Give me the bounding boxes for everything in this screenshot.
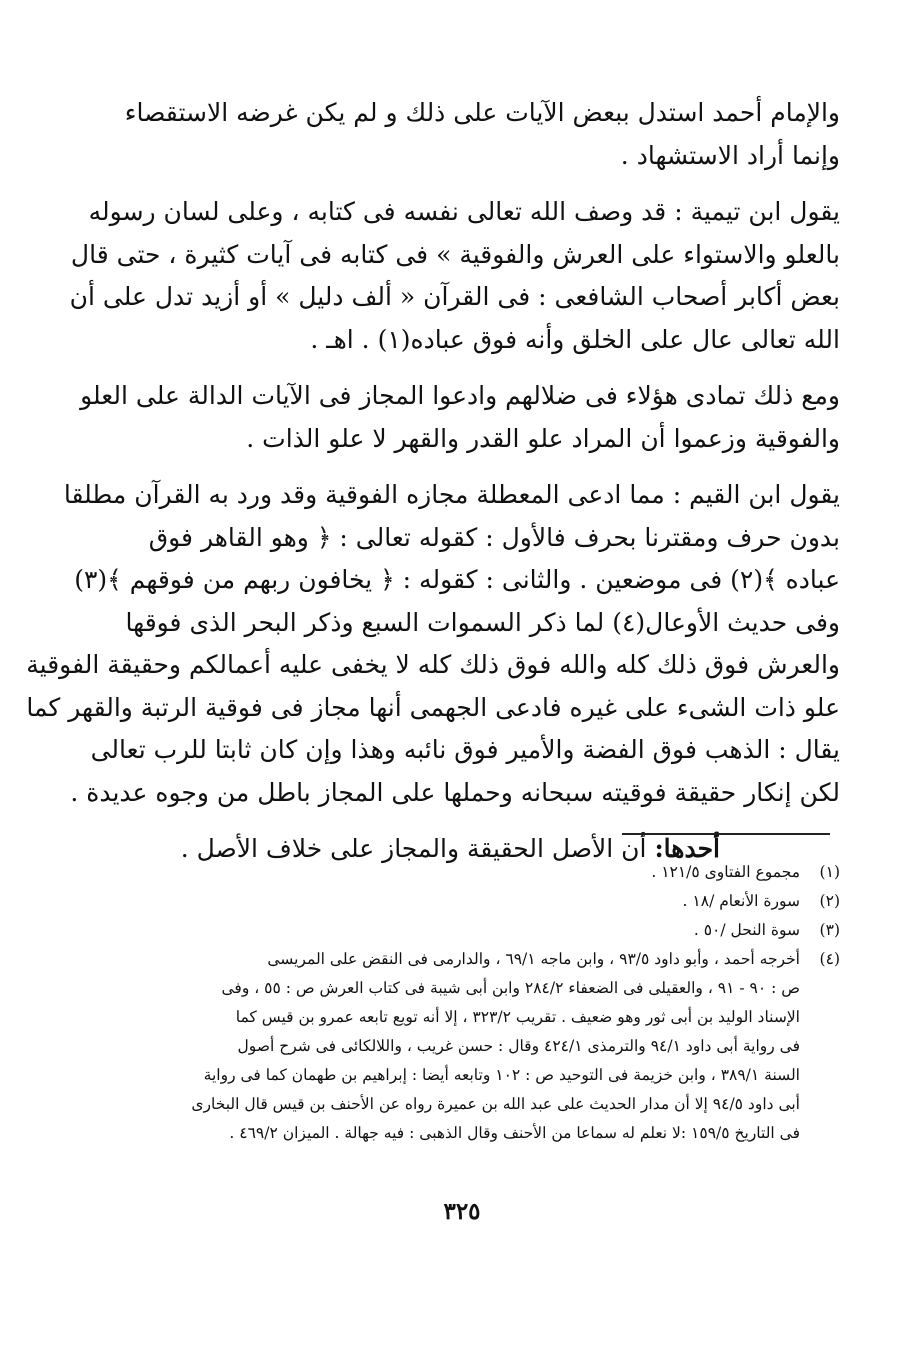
text-line: علو ذات الشىء على غيره فادعى الجهمى أنها مجاز فى فوقية الرتبة والقهر كما <box>26 692 840 722</box>
text-line: يقال : الذهب فوق الفضة والأمير فوق نائبه وهذا وإن كان ثابتا للرب تعالى <box>90 735 840 764</box>
footnote-text <box>128 945 800 1148</box>
footnote-line: أبى داود ٩٤/٥ إلا أن مدار الحديث على عبد الله بن عميرة رواه عن الأحنف بن قيس قال البخارى <box>191 1095 800 1113</box>
first-point-text: أن الأصل الحقيقة والمجاز على خلاف الأصل . <box>180 834 655 863</box>
paragraph-1 <box>124 92 840 177</box>
main-text <box>26 92 840 871</box>
text-line: بدون حرف ومقترنا بحرف فالأول : كقوله تعالى : ﴿ وهو القاهر فوق <box>148 522 840 552</box>
footnote-text: مجموع الفتاوى ١٢١/٥ . <box>651 863 800 881</box>
footnotes <box>128 858 840 1148</box>
footnote-divider <box>622 833 830 835</box>
text-line: والفوقية وزعموا أن المراد علو القدر والقهر لا علو الذات . <box>246 423 840 453</box>
text-line: يقول ابن القيم : مما ادعى المعطلة مجازه الفوقية وقد ورد به القرآن مطلقا <box>63 480 840 509</box>
footnote-line: فى رواية أبى داود ٩٤/١ والترمذى ٤٢٤/١ وقال : حسن غريب ، واللالكائى فى شرح أصول <box>237 1037 800 1055</box>
paragraph-2 <box>69 191 840 361</box>
footnote-line: أخرجه أحمد ، وأبو داود ٩٣/٥ ، وابن ماجه ٦٩/١ ، والدارمى فى النقض على المريسى <box>267 950 800 968</box>
paragraph-4 <box>26 474 840 814</box>
text-line: عباده ﴾(٢) فى موضعين . والثانى : كقوله : ﴿ يخافون ربهم من فوقهم ﴾(٣) <box>74 565 840 594</box>
first-point-label: أحدها: <box>654 834 720 863</box>
text-line: يقول ابن تيمية : قد وصف الله تعالى نفسه فى كتابه ، وعلى لسان رسوله <box>88 197 840 226</box>
footnote-number: (١) <box>819 863 840 881</box>
footnote-line: الإسناد الوليد بن أبى ثور وهو ضعيف . تقريب ٣٢٣/٢ ، إلا أنه تويع تابعه عمرو بن قيس كما <box>235 1008 800 1026</box>
text-line: بالعلو والاستواء على العرش والفوقية » فى كتابه فى آيات كثيرة ، حتى قال <box>70 239 840 269</box>
footnote-number: (٣) <box>819 921 840 939</box>
text-line: والعرش فوق ذلك كله والله فوق ذلك كله لا يخفى عليه أعمالكم وحقيقة الفوقية <box>26 650 840 679</box>
footnote-1 <box>128 858 840 887</box>
text-line: الله تعالى عال على الخلق وأنه فوق عباده(١) . اهـ . <box>310 324 840 354</box>
footnote-text: سورة الأنعام /١٨ . <box>682 892 800 910</box>
text-line: لكن إنكار حقيقة فوقيته سبحانه وحملها على المجاز باطل من وجوه عديدة . <box>70 777 840 807</box>
footnote-line: السنة ٣٨٩/١ ، وابن خزيمة فى التوحيد ص : ١٠٢ وتابعه أيضا : إبراهيم بن طهمان كما فى رواية <box>203 1066 800 1084</box>
footnote-line: فى التاريخ ١٥٩/٥ :لا نعلم له سماعا من الأحنف وقال الذهبى : فيه جهالة . الميزان ٤٦٩/٢ . <box>229 1124 800 1142</box>
text-line: وإنما أراد الاستشهاد . <box>620 140 840 170</box>
text-line: ومع ذلك تمادى هؤلاء فى ضلالهم وادعوا المجاز فى الآيات الدالة على العلو <box>80 381 840 410</box>
footnote-text: سوة النحل /٥٠ . <box>693 921 800 939</box>
footnote-2 <box>128 887 840 916</box>
footnote-line: ص : ٩٠ - ٩١ ، والعقيلى فى الضعفاء ٢٨٤/٢ وابن أبى شيبة فى كتاب العرش ص : ٥٥ ، وفى <box>221 979 800 997</box>
page-number: ٣٢٥ <box>443 1198 481 1225</box>
text-line: بعض أكابر أصحاب الشافعى : فى القرآن « ألف دليل » أو أزيد تدل على أن <box>69 282 840 311</box>
footnote-4 <box>128 945 840 1148</box>
footnote-number: (٢) <box>819 892 840 910</box>
footnote-3 <box>128 916 840 945</box>
footnote-number: (٤) <box>819 950 840 968</box>
paragraph-3 <box>80 375 840 460</box>
text-line: والإمام أحمد استدل ببعض الآيات على ذلك و لم يكن غرضه الاستقصاء <box>124 98 840 127</box>
text-line: وفى حديث الأوعال(٤) لما ذكر السموات السبع وذكر البحر الذى فوقها <box>125 607 840 637</box>
